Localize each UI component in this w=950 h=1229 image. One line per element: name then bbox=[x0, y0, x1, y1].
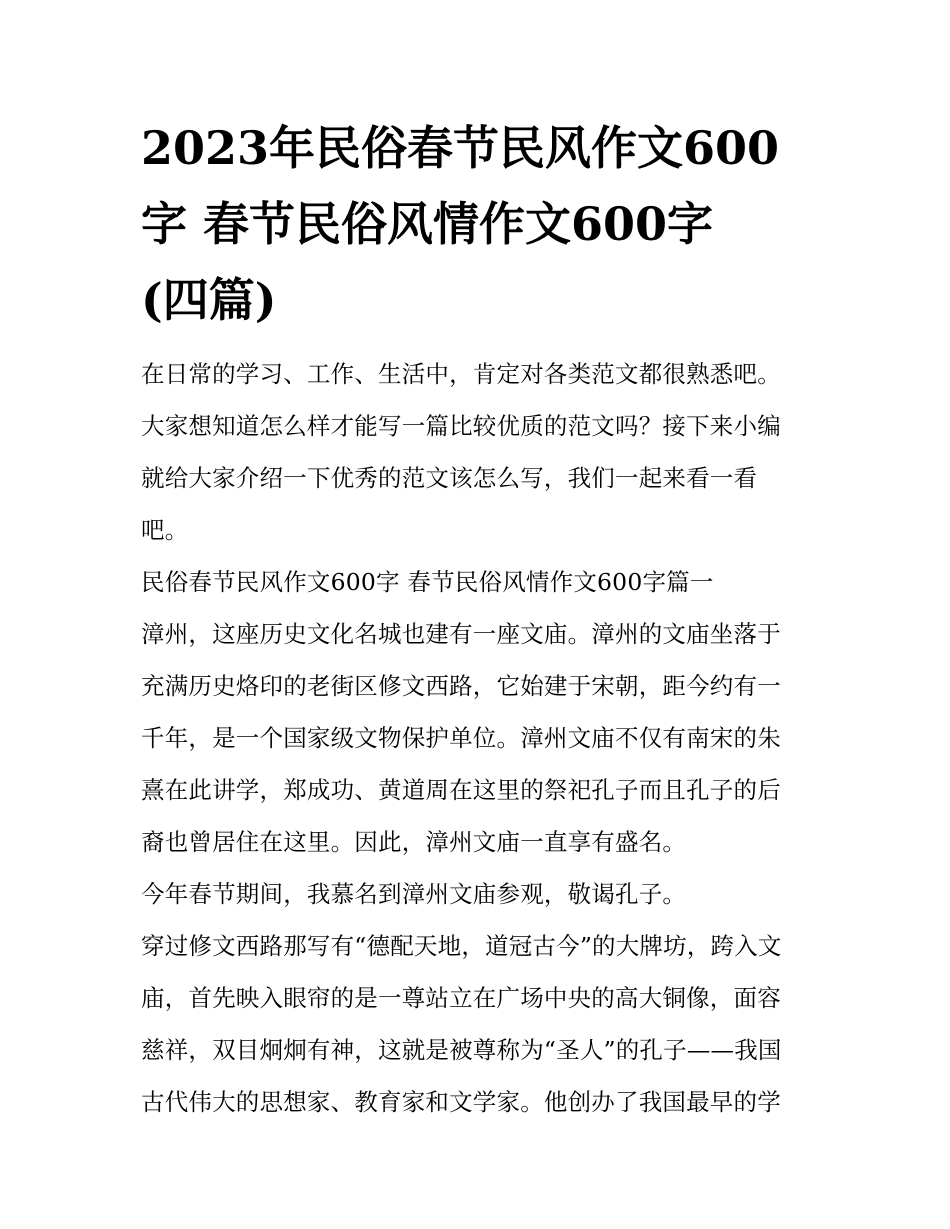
paragraph-1 bbox=[141, 608, 813, 868]
text-line: 就给大家介绍一下优秀的范文该怎么写，我们一起来看一看 bbox=[141, 464, 758, 492]
document-page bbox=[141, 110, 813, 1128]
paragraph-3 bbox=[141, 920, 813, 1128]
text-line: 吧。 bbox=[141, 516, 189, 544]
text-line: 充满历史烙印的老街区修文西路，它始建于宋朝，距今约有一 bbox=[141, 672, 781, 700]
text-line: 在日常的学习、工作、生活中，肯定对各类范文都很熟悉吧。 bbox=[141, 360, 781, 388]
text-line: 穿过修文西路那写有“德配天地，道冠古今”的大牌坊，跨入文 bbox=[141, 932, 782, 960]
text-line: 庙，首先映入眼帘的是一尊站立在广场中央的高大铜像，面容 bbox=[141, 984, 781, 1012]
text-line: 千年，是一个国家级文物保护单位。漳州文庙不仅有南宋的朱 bbox=[141, 724, 781, 752]
text-line: 慈祥，双目炯炯有神，这就是被尊称为“圣人”的孔子——我国 bbox=[141, 1036, 782, 1064]
section-heading: 民俗春节民风作文600字 春节民俗风情作文600字篇一 bbox=[141, 568, 714, 596]
document-title bbox=[141, 110, 813, 338]
text-line: 今年春节期间，我慕名到漳州文庙参观，敬谒孔子。 bbox=[141, 880, 687, 908]
text-line: 古代伟大的思想家、教育家和文学家。他创办了我国最早的学 bbox=[141, 1088, 781, 1116]
title-line: (四篇) bbox=[141, 273, 277, 327]
intro-paragraph bbox=[141, 348, 813, 556]
text-line: 大家想知道怎么样才能写一篇比较优质的范文吗？接下来小编 bbox=[141, 412, 781, 440]
document-body bbox=[141, 348, 813, 1128]
title-line: 字 春节民俗风情作文600字 bbox=[141, 197, 714, 251]
text-line: 熹在此讲学，郑成功、黄道周在这里的祭祀孔子而且孔子的后 bbox=[141, 776, 781, 804]
text-line: 裔也曾居住在这里。因此，漳州文庙一直享有盛名。 bbox=[141, 828, 687, 856]
paragraph-2 bbox=[141, 868, 813, 920]
text-line: 漳州，这座历史文化名城也建有一座文庙。漳州的文庙坐落于 bbox=[141, 620, 781, 648]
title-line: 2023年民俗春节民风作文600 bbox=[141, 121, 780, 175]
